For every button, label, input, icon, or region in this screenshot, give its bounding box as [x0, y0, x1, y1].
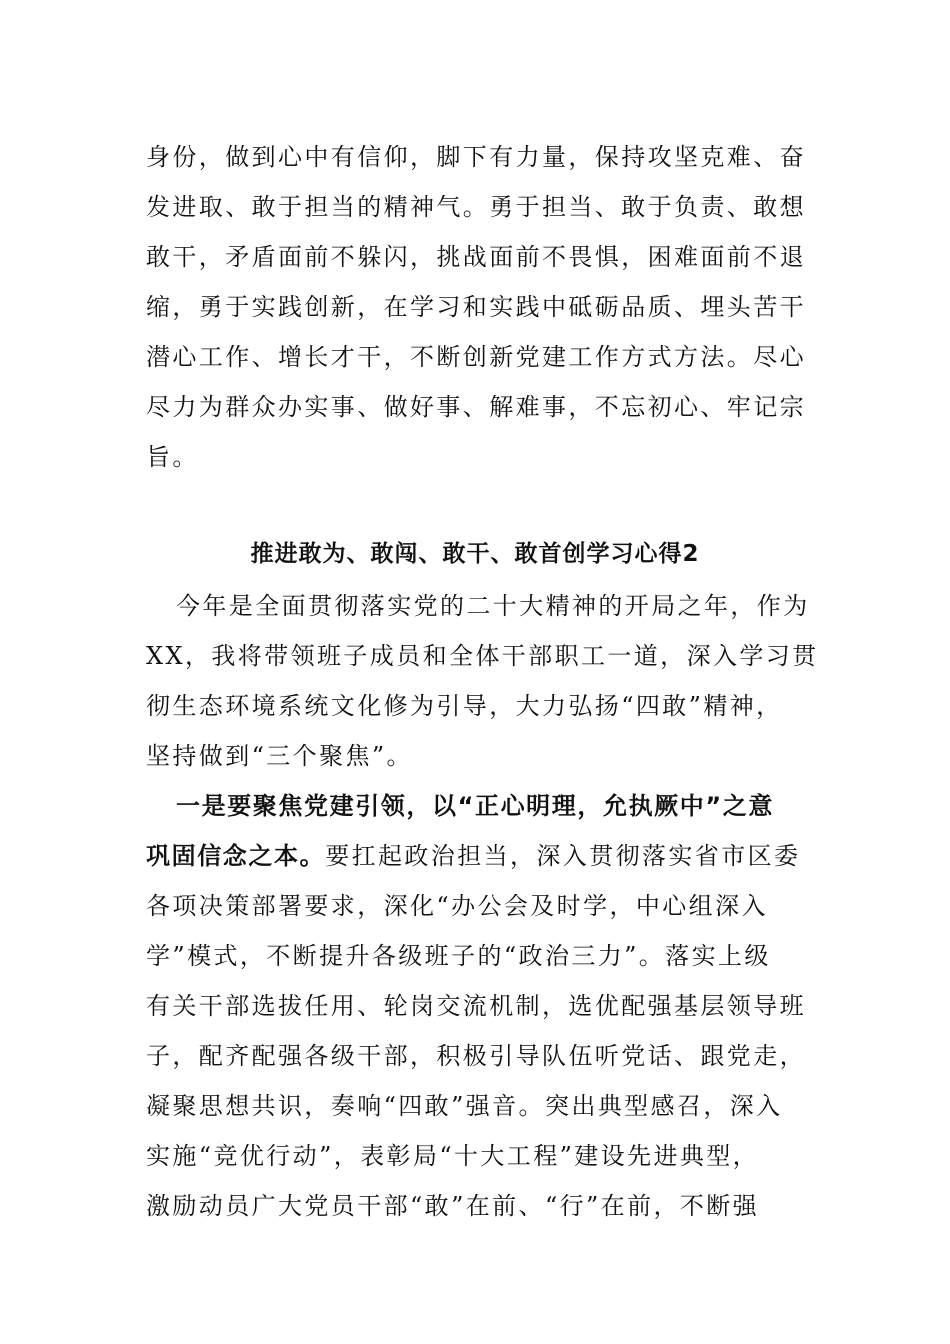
- paragraph-line: 旨。: [146, 443, 199, 471]
- paragraph-line: 坚持做到“三个聚焦”。: [146, 742, 413, 770]
- point-1-text: 要扛起政治担当，深入贯彻落实省市区委: [325, 842, 801, 870]
- point-1-title-end: 巩固信念之本。: [146, 842, 326, 870]
- paragraph-line: 子，配齐配强各级干部，积极引导队伍听党话、跟党走，: [146, 1042, 806, 1070]
- point-1-title: 一是要聚焦党建引领，以“正心明理，允执厥中”之意: [176, 792, 774, 820]
- paragraph-line: 今年是全面贯彻落实党的二十大精神的开局之年，作为: [176, 592, 810, 620]
- paragraph-line: 发进取、敢于担当的精神气。勇于担当、敢于负责、敢想: [146, 193, 806, 221]
- paragraph-line: 尽力为群众办实事、做好事、解难事，不忘初心、牢记宗: [146, 393, 806, 421]
- paragraph-line: 彻生态环境系统文化修为引导，大力弘扬“四敢”精神，: [146, 692, 783, 720]
- paragraph-line: XX，我将带领班子成员和全体干部职工一道，深入学习贯: [146, 642, 819, 670]
- paragraph-line: 缩，勇于实践创新，在学习和实践中砥砺品质、埋头苦干: [146, 293, 806, 321]
- point-1-line: [146, 836, 800, 871]
- paragraph-line: 敢干，矛盾面前不躲闪，挑战面前不畏惧，困难面前不退: [146, 243, 806, 271]
- paragraph-line: 激励动员广大党员干部“敢”在前、“行”在前，不断强: [146, 1192, 760, 1220]
- paragraph-line: 有关干部选拔任用、轮岗交流机制，选优配强基层领导班: [146, 992, 806, 1020]
- paragraph-line: 身份，做到心中有信仰，脚下有力量，保持攻坚克难、奋: [146, 143, 806, 171]
- paragraph-line: 潜心工作、增长才干，不断创新党建工作方式方法。尽心: [146, 343, 806, 371]
- paragraph-line: 学”模式，不断提升各级班子的“政治三力”。落实上级: [146, 942, 771, 970]
- paragraph-line: 实施“竞优行动”，表彰局“十大工程”建设先进典型，: [146, 1142, 760, 1170]
- section-heading: 推进敢为、敢闯、敢干、敢首创学习心得2: [250, 541, 700, 567]
- paragraph-line: 凝聚思想共识，奏响“四敢”强音。突出典型感召，深入: [146, 1092, 783, 1120]
- paragraph-line: 各项决策部署要求，深化“办公会及时学，中心组深入: [146, 892, 768, 920]
